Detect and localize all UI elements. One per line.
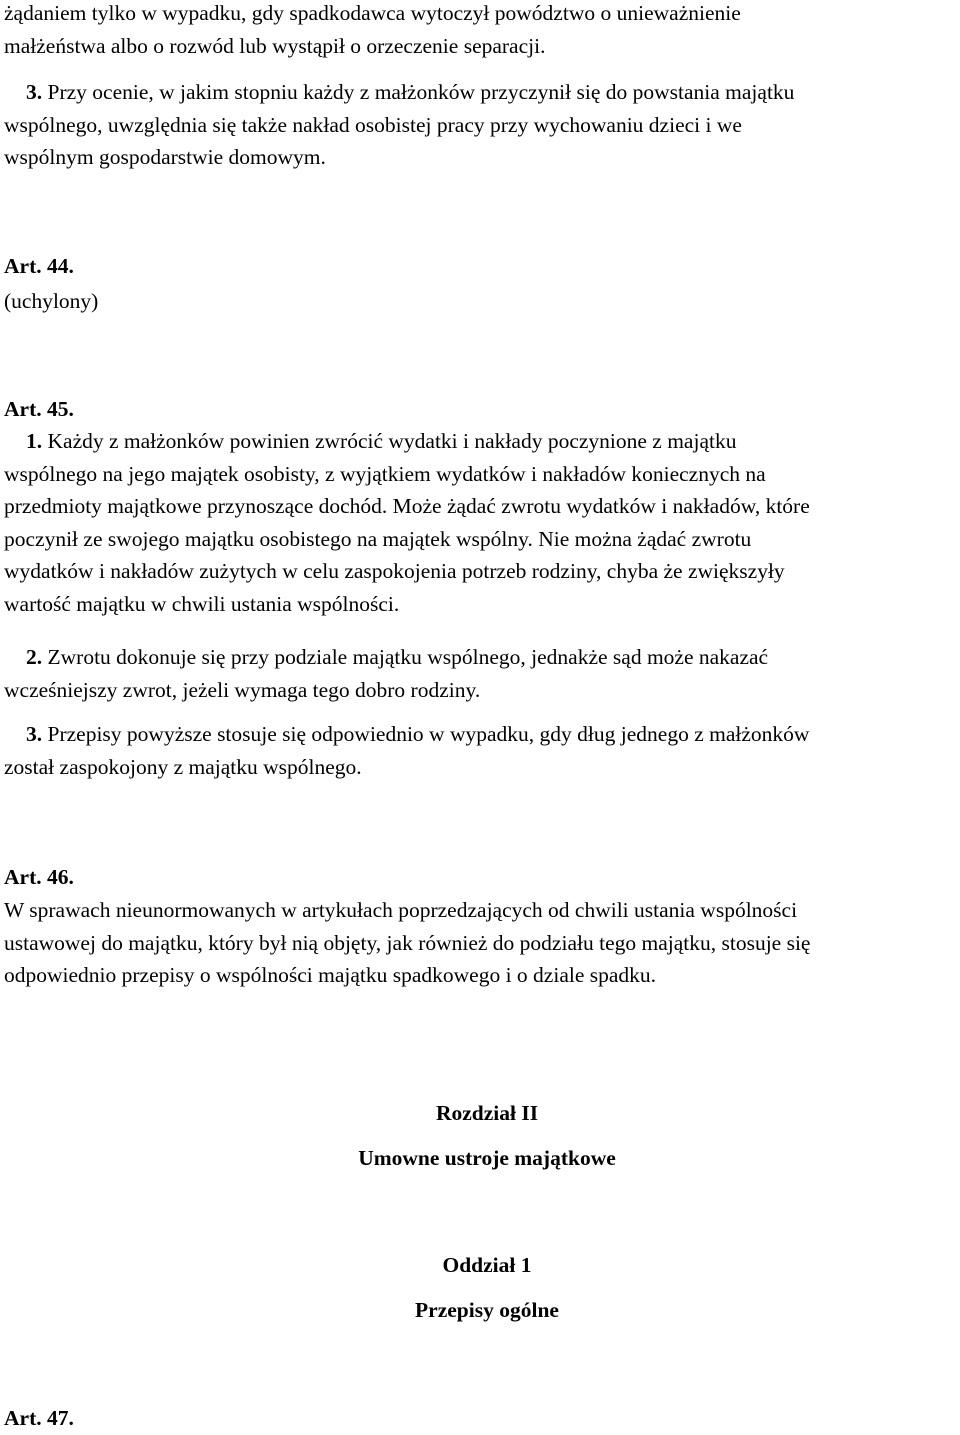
text-line: Przepisy powyższe stosuje się odpowiednio w wypadku, gdy dług jednego z małżonków (42, 722, 810, 746)
text-line: wydatków i nakładów zużytych w celu zaspokojenia potrzeb rodziny, chyba że zwiększyły (4, 559, 785, 583)
article-heading-47: Art. 47. (4, 1406, 74, 1430)
article-45-section-1 (4, 425, 958, 620)
article-45-section-3 (4, 718, 958, 783)
article-45-section-2 (4, 641, 958, 706)
text-line: Każdy z małżonków powinien zwrócić wydatki i nakłady poczynione z majątku (42, 429, 737, 453)
division-title: Przepisy ogólne (415, 1298, 559, 1322)
text-line: Zwrotu dokonuje się przy podziale majątku wspólnego, jednakże sąd może nakazać (42, 645, 769, 669)
chapter-label: Rozdział II (435, 1101, 539, 1125)
section-number: 3. (26, 80, 43, 104)
article-heading-44: Art. 44. (4, 254, 74, 278)
text-line: żądaniem tylko w wypadku, gdy spadkodawca wytoczył powództwo o unieważnienie (4, 1, 741, 25)
article-heading-45: Art. 45. (4, 397, 74, 421)
text-line: poczynił ze swojego majątku osobistego na majątek wspólny. Nie można żądać zwrotu (4, 526, 752, 551)
article-44-text: (uchylony) (4, 289, 99, 313)
text-line: przedmioty majątkowe przynoszące dochód. Może żądać zwrotu wydatków i nakładów, które (4, 494, 810, 518)
text-line: wspólnego, uwzględnia się także nakład osobistej pracy przy wychowaniu dzieci i we (4, 112, 742, 137)
section-number: 1. (26, 429, 43, 453)
text-line: wspólnego na jego majątek osobisty, z wyjątkiem wydatków i nakładów koniecznych na (4, 461, 766, 486)
text-line: ustawowej do majątku, który był nią objęty, jak również do podziału tego majątku, stosuje się (4, 930, 811, 955)
text-line: Przy ocenie, w jakim stopniu każdy z małżonków przyczynił się do powstania majątku (42, 80, 795, 104)
text-line: wartość majątku w chwili ustania wspólności. (4, 591, 400, 616)
text-line: wcześniejszy zwrot, jeżeli wymaga tego dobro rodziny. (4, 677, 481, 702)
text-line: odpowiednio przepisy o wspólności majątku spadkowego i o dziale spadku. (4, 963, 657, 987)
section-number: 2. (26, 645, 43, 669)
text-line: został zaspokojony z majątku wspólnego. (4, 754, 362, 779)
article-46-text (4, 894, 958, 992)
intro-section-3 (4, 76, 958, 174)
chapter-title: Umowne ustroje majątkowe (358, 1146, 616, 1170)
article-heading-46: Art. 46. (4, 865, 74, 889)
text-line: W sprawach nieunormowanych w artykułach poprzedzających od chwili ustania wspólności (4, 898, 798, 922)
division-label: Oddział 1 (442, 1253, 532, 1277)
intro-paragraph (4, 0, 958, 62)
text-line: małżeństwa albo o rozwód lub wystąpił o orzeczenie separacji. (4, 33, 546, 58)
section-number: 3. (26, 722, 43, 746)
text-line: wspólnym gospodarstwie domowym. (4, 145, 326, 169)
